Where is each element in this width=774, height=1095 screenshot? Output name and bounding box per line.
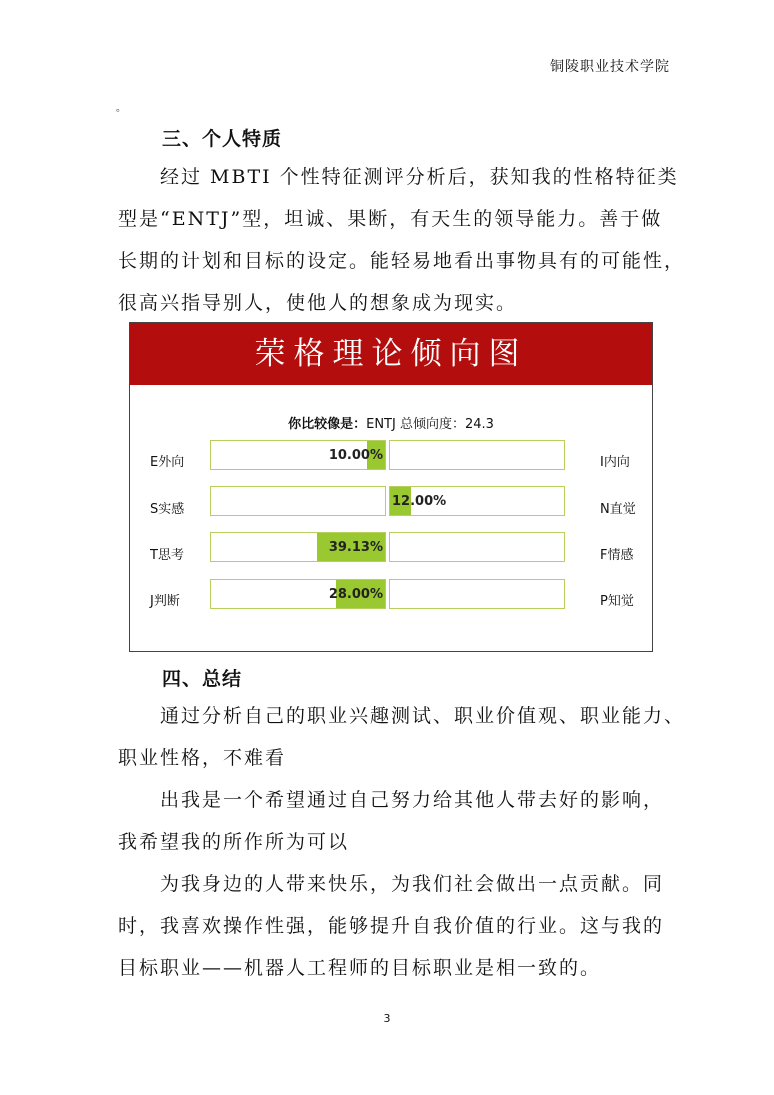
- paragraph-line: 很高兴指导别人，使他人的想象成为现实。: [118, 292, 518, 314]
- right-label-sn: N直觉: [600, 502, 636, 517]
- section-3-title: 三、个人特质: [162, 128, 283, 150]
- left-label-tf: T思考: [150, 548, 184, 563]
- page-number: 3: [383, 1012, 391, 1025]
- bar-box-right: [389, 532, 565, 562]
- paragraph-line: 出我是一个希望通过自己努力给其他人带去好的影响，: [160, 789, 665, 811]
- paragraph-line: 型是“ENTJ”型，坦诚、果断，有天生的领导能力。善于做: [118, 208, 663, 230]
- tendency-value-label: 10.00%: [328, 448, 383, 463]
- chart-subtitle: [130, 413, 652, 432]
- paragraph-line: 职业性格，不难看: [118, 747, 287, 769]
- left-label-jp: J判断: [150, 594, 180, 609]
- bar-box-left: [210, 440, 386, 470]
- left-label-sn: S实感: [150, 502, 185, 517]
- stray-punctuation: 。: [116, 103, 126, 114]
- section-3-paragraph: [118, 156, 686, 324]
- paragraph-line: 目标职业——机器人工程师的目标职业是相一致的。: [118, 957, 602, 979]
- jung-tendency-chart: [129, 322, 653, 652]
- header-school-name: 铜陵职业技术学院: [550, 59, 670, 75]
- bar-box-right: [389, 579, 565, 609]
- left-label-ei: E外向: [150, 455, 185, 470]
- bar-box-left: [210, 486, 386, 516]
- paragraph-line: 通过分析自己的职业兴趣测试、职业价值观、职业能力、: [160, 705, 686, 727]
- tendency-value-label: 39.13%: [328, 540, 383, 555]
- bar-box-right: [389, 486, 565, 516]
- paragraph-line: 经过 MBTI 个性特征测评分析后，获知我的性格特征类: [160, 166, 679, 188]
- paragraph-line: 我希望我的所作所为可以: [118, 831, 350, 853]
- chart-subtitle-label: 你比较像是：: [288, 417, 367, 432]
- right-label-jp: P知觉: [600, 594, 634, 609]
- paragraph-line: 长期的计划和目标的设定。能轻易地看出事物具有的可能性，: [118, 250, 686, 272]
- tendency-value-label: 28.00%: [328, 587, 383, 602]
- bar-box-left: [210, 532, 386, 562]
- paragraph-line: 时，我喜欢操作性强，能够提升自我价值的行业。这与我的: [118, 915, 665, 937]
- chart-subtitle-value: ENTJ 总倾向度：24.3: [366, 417, 494, 432]
- right-label-tf: F情感: [600, 548, 634, 563]
- paragraph-line: 为我身边的人带来快乐，为我们社会做出一点贡献。同: [160, 873, 665, 895]
- bar-box-left: [210, 579, 386, 609]
- section-4-title: 四、总结: [162, 668, 243, 690]
- bar-box-right: [389, 440, 565, 470]
- chart-title: 荣格理论倾向图: [254, 336, 528, 372]
- tendency-value-label: 12.00%: [392, 494, 447, 509]
- right-label-ei: I内向: [600, 455, 630, 470]
- section-4-paragraph: [118, 695, 686, 989]
